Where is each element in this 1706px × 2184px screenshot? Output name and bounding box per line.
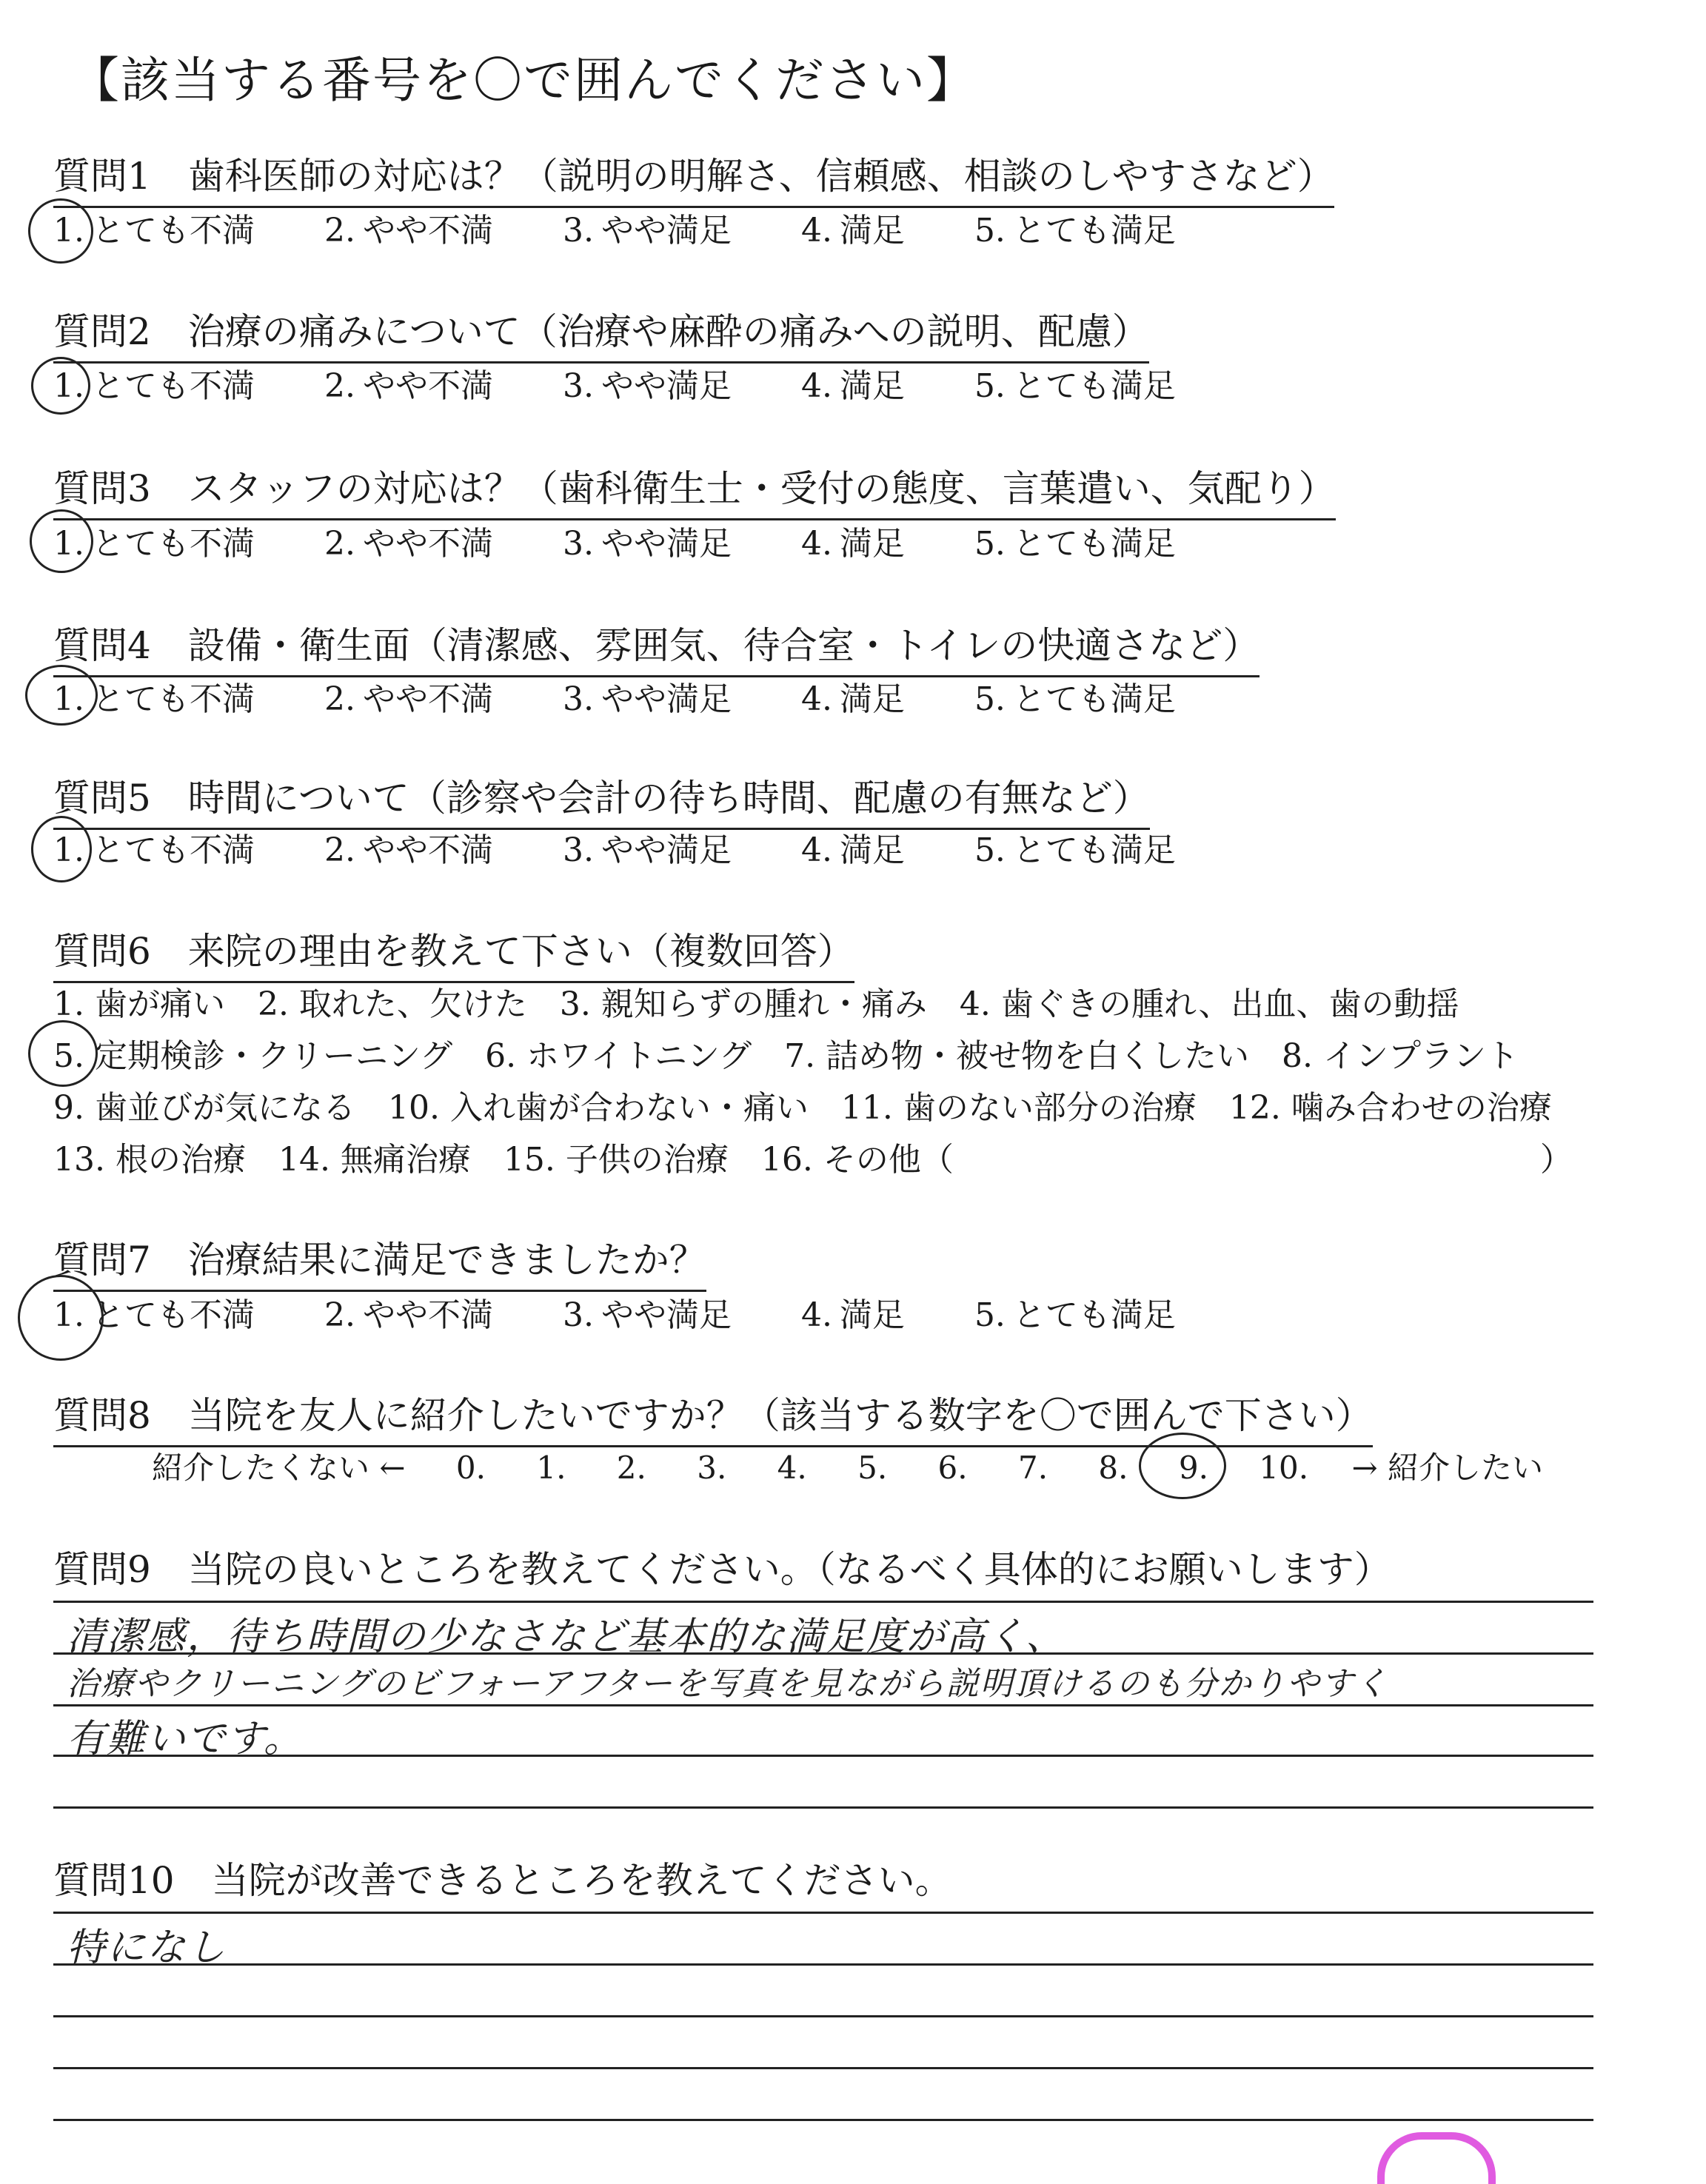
option-label[interactable]: とても不満 <box>91 831 255 869</box>
question-9-answer-line-3[interactable]: 有難いです。 <box>67 1717 304 1761</box>
answer-line <box>53 2067 1593 2069</box>
scale-number[interactable]: 0. <box>455 1450 486 1486</box>
answer-line <box>53 1912 1593 1914</box>
selection-circle <box>28 198 93 264</box>
question-4-options: 1. とても不満 2. やや不満 3. やや満足 4. 満足 5. とても満足 <box>53 672 1235 720</box>
option-label[interactable]: やや満足 <box>601 212 732 249</box>
question-8-scale <box>152 1444 1573 1488</box>
answer-line <box>53 2015 1593 2017</box>
scale-number[interactable]: 2. <box>616 1450 646 1486</box>
option-label[interactable]: 満足 <box>839 367 905 405</box>
option-label[interactable]: とても不満 <box>91 680 255 718</box>
option-label[interactable]: やや不満 <box>362 831 493 869</box>
question-10-answer[interactable]: 特になし <box>67 1926 227 1970</box>
option-label[interactable]: とても満足 <box>1012 1296 1176 1334</box>
option-label[interactable]: やや不満 <box>362 680 493 718</box>
question-8-title: 質問8 当院を友人に紹介したいですか？（該当する数字を〇で囲んで下さい） <box>53 1386 1373 1447</box>
scale-number[interactable]: 8. <box>1098 1450 1128 1486</box>
question-1-title: 質問1 歯科医師の対応は？（説明の明解さ、信頼感、相談のしやすさなど） <box>53 147 1334 208</box>
question-2-title: 質問2 治療の痛みについて（治療や麻酔の痛みへの説明、配慮） <box>53 302 1149 364</box>
scale-number[interactable]: 5. <box>857 1450 888 1486</box>
question-6-reason-row-3[interactable]: 9. 歯並びが気になる 10. 入れ歯が合わない・痛い 11. 歯のない部分の治療 12. 噛み合わせの治療 <box>53 1089 1552 1127</box>
scale-right-label: → 紹介したい <box>1351 1450 1543 1486</box>
scale-number[interactable]: 1. <box>536 1450 566 1486</box>
question-2-options: 1. とても不満 2. やや不満 3. やや満足 4. 満足 5. とても満足 <box>53 359 1235 406</box>
option-label[interactable]: やや不満 <box>362 367 493 405</box>
pink-marker-stroke <box>1377 2132 1496 2184</box>
question-6-reason-row-4[interactable]: 13. 根の治療 14. 無痛治療 15. 子供の治療 16. その他（ ） <box>53 1141 1573 1179</box>
selection-circle <box>30 509 93 573</box>
option-label[interactable]: やや不満 <box>362 1296 493 1334</box>
answer-line <box>53 1963 1593 1966</box>
question-3-title: 質問3 スタッフの対応は？（歯科衛生士・受付の態度、言葉遣い、気配り） <box>53 459 1336 520</box>
question-4-title: 質問4 設備・衛生面（清潔感、雰囲気、待合室・トイレの快適さなど） <box>53 616 1260 677</box>
answer-line <box>53 2119 1593 2121</box>
scale-number[interactable]: 9. <box>1178 1450 1208 1486</box>
selection-circle <box>25 665 98 726</box>
option-label[interactable]: 満足 <box>839 525 905 563</box>
option-label[interactable]: とても満足 <box>1012 680 1176 718</box>
question-7-options: 1. とても不満 2. やや不満 3. やや満足 4. 満足 5. とても満足 <box>53 1288 1235 1336</box>
option-label[interactable]: とても不満 <box>91 367 255 405</box>
option-label[interactable]: とても満足 <box>1012 525 1176 563</box>
option-label[interactable]: やや不満 <box>362 212 493 249</box>
scale-number[interactable]: 4. <box>777 1450 807 1486</box>
question-9-title: 質問9 当院の良いところを教えてください。（なるべく具体的にお願いします） <box>53 1548 1391 1591</box>
question-10-title: 質問10 当院が改善できるところを教えてください。 <box>53 1859 952 1902</box>
option-label[interactable]: とても不満 <box>91 525 255 563</box>
option-label[interactable]: とても不満 <box>91 212 255 249</box>
option-label[interactable]: とても不満 <box>91 1296 255 1334</box>
option-label[interactable]: やや満足 <box>601 525 732 563</box>
question-6-reason-row-2[interactable]: 5. 定期検診・クリーニング 6. ホワイトニング 7. 詰め物・被せ物を白くしたい 8. インプラント <box>53 1037 1519 1075</box>
option-label[interactable]: 満足 <box>839 831 905 869</box>
option-label[interactable]: 満足 <box>839 680 905 718</box>
question-7-title: 質問7 治療結果に満足できましたか？ <box>53 1230 706 1292</box>
question-5-title: 質問5 時間について（診察や会計の待ち時間、配慮の有無など） <box>53 768 1150 830</box>
option-label[interactable]: やや満足 <box>601 831 732 869</box>
question-9-answer-line-2[interactable]: 治療やクリーニングのビフォーアフターを写真を見ながら説明頂けるのも分かりやすく <box>67 1665 1389 1703</box>
scale-number[interactable]: 6. <box>937 1450 968 1486</box>
option-label[interactable]: とても満足 <box>1012 212 1176 249</box>
option-label[interactable]: やや不満 <box>362 525 493 563</box>
option-label[interactable]: やや満足 <box>601 367 732 405</box>
selection-circle <box>31 816 92 882</box>
answer-line <box>53 1806 1593 1809</box>
question-9-answer-line-1[interactable]: 清潔感，待ち時間の少なさなど基本的な満足度が高く、 <box>67 1615 1066 1659</box>
scale-left-label: 紹介したくない ← <box>152 1450 406 1486</box>
option-label[interactable]: 満足 <box>839 212 905 249</box>
form-header: 【該当する番号を〇で囲んでください】 <box>70 52 977 109</box>
option-label[interactable]: 満足 <box>839 1296 905 1334</box>
scale-number[interactable]: 7. <box>1017 1450 1048 1486</box>
question-3-options: 1. とても不満 2. やや不満 3. やや満足 4. 満足 5. とても満足 <box>53 517 1235 564</box>
option-label[interactable]: やや満足 <box>601 680 732 718</box>
selection-circle <box>18 1275 104 1361</box>
scale-number[interactable]: 10. <box>1259 1450 1309 1486</box>
answer-line <box>53 1704 1593 1706</box>
selection-circle <box>1139 1433 1226 1499</box>
answer-line <box>53 1601 1593 1603</box>
question-6-title: 質問6 来院の理由を教えて下さい（複数回答） <box>53 922 854 983</box>
option-label[interactable]: とても満足 <box>1012 367 1176 405</box>
question-6-reason-row-1[interactable]: 1. 歯が痛い 2. 取れた、欠けた 3. 親知らずの腫れ・痛み 4. 歯ぐきの腫れ、出血、歯の動揺 <box>53 985 1459 1023</box>
option-label[interactable]: とても満足 <box>1012 831 1176 869</box>
selection-circle <box>28 1020 98 1087</box>
selection-circle <box>31 357 90 415</box>
question-1-options: 1. とても不満 2. やや不満 3. やや満足 4. 満足 5. とても満足 <box>53 204 1235 251</box>
scale-number[interactable]: 3. <box>697 1450 727 1486</box>
option-label[interactable]: やや満足 <box>601 1296 732 1334</box>
question-5-options: 1. とても不満 2. やや不満 3. やや満足 4. 満足 5. とても満足 <box>53 823 1235 871</box>
